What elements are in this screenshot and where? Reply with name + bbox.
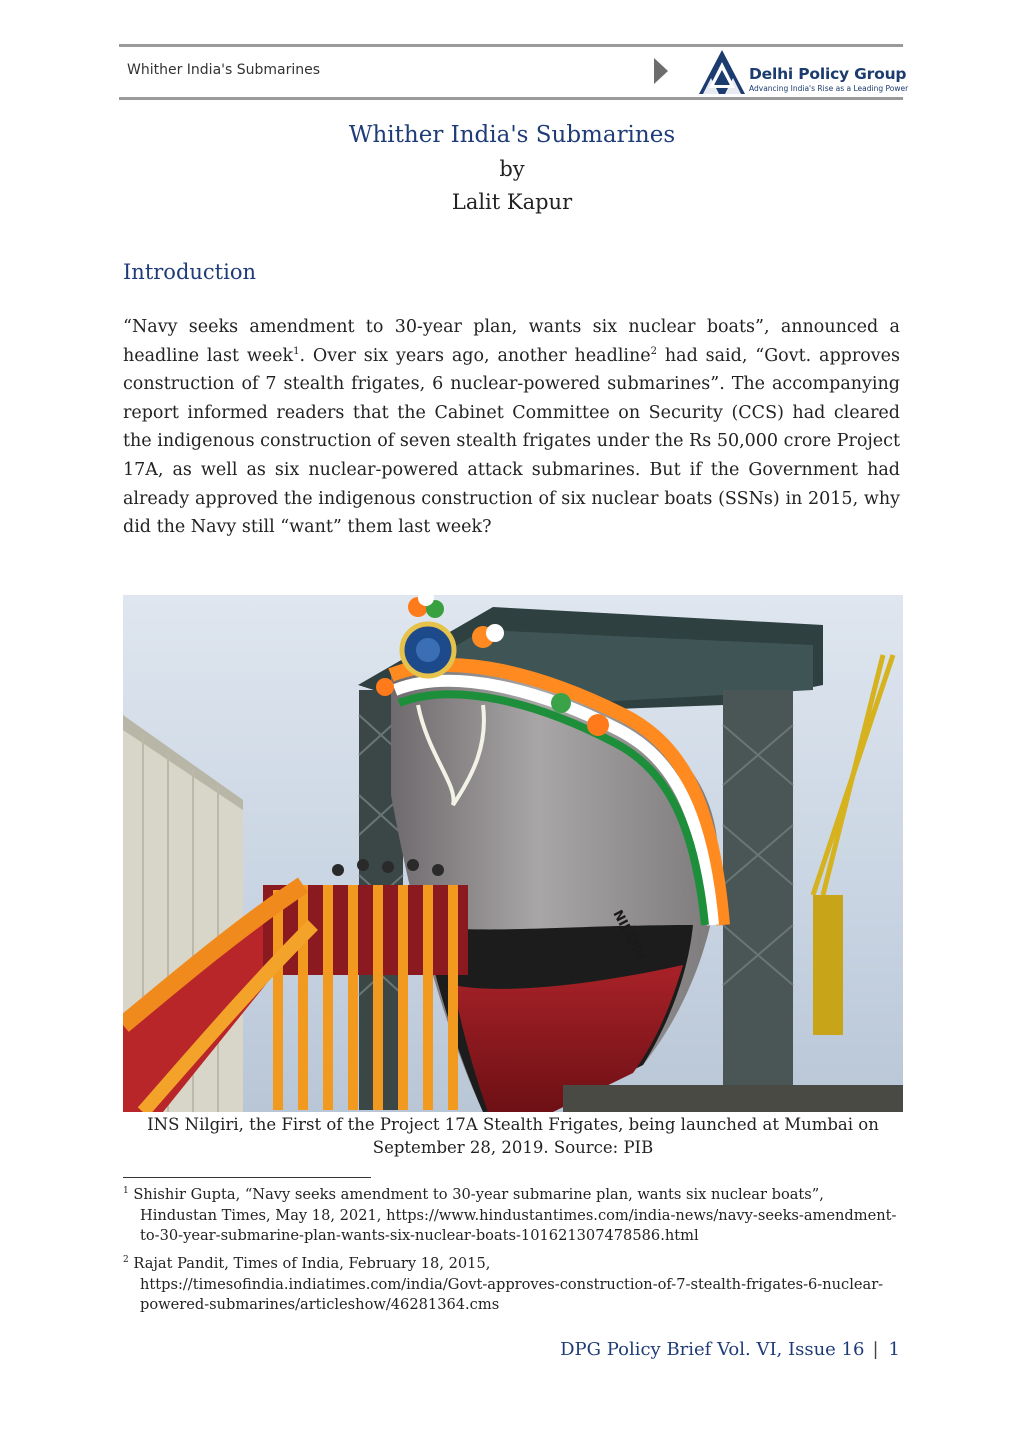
dpg-logo	[697, 48, 909, 96]
logo-name: Delhi Policy Group	[749, 65, 907, 83]
page-footer	[560, 1339, 900, 1360]
footnote-text: Rajat Pandit, Times of India, February 18, 2015,	[128, 1255, 491, 1272]
logo-tagline: Advancing India's Rise as a Leading Power	[749, 84, 909, 93]
byline-by: by	[499, 157, 525, 181]
footnote-1	[123, 1185, 903, 1247]
footnote-ref-1[interactable]: 1	[293, 345, 300, 357]
ship-launch-photo	[123, 595, 903, 1112]
author-name: Lalit Kapur	[451, 190, 573, 214]
section-heading: Introduction	[123, 260, 256, 284]
footnote-ref-2[interactable]: 2	[650, 345, 658, 357]
footnote-number: 2	[123, 1255, 129, 1266]
paragraph-text: “Navy seeks amendment to 30-year plan, wants six nuclear boats”, announced a headline last week	[123, 317, 900, 366]
header-top-rule	[119, 44, 903, 47]
running-header-title: Whither India's Submarines	[127, 62, 321, 78]
footnote-number: 1	[123, 1186, 129, 1197]
footer-separator: |	[872, 1339, 879, 1360]
dpg-logo-mark-icon	[697, 48, 747, 96]
footnote-link-text[interactable]: Hindustan Times, May 18, 2021, https://www.hindustantimes.com/india-news/navy-seeks-amendment-to-30-year-submarine-plan-wants-six-nuclear-boats-101621307478586.html	[140, 1206, 897, 1244]
page-number: 1	[888, 1339, 900, 1360]
intro-paragraph	[123, 313, 900, 542]
header-bottom-rule	[119, 97, 903, 100]
footnote-link-text[interactable]: https://timesofindia.indiatimes.com/india/Govt-approves-construction-of-7-stealth-frigates-6-nuclear-powered-submarines/articleshow/46281364.cms	[140, 1275, 884, 1313]
hull-name-marking: NILGIRI	[609, 907, 649, 963]
document-title: Whither India's Submarines	[348, 122, 676, 148]
publication-label: DPG Policy Brief Vol. VI, Issue 16	[560, 1339, 865, 1360]
footnote-text: Shishir Gupta, “Navy seeks amendment to 30-year submarine plan, wants six nuclear boats”,	[128, 1186, 824, 1203]
paragraph-text: had said, “Govt. approves construction of 7 stealth frigates, 6 nuclear-powered submarines”. The accompanying report informed readers that the Cabinet Committee on Security (CCS) had cleared the indigenous construction of seven stealth frigates under the Rs 50,000 crore Project 17A, as well as six nuclear-powered attack submarines. But if the Government had already approved the indigenous construction of six nuclear boats (SSNs) in 2015, why did the Navy still “want” them last week?	[123, 345, 901, 538]
paragraph-text: . Over six years ago, another headline	[299, 345, 651, 366]
ship-launch-illustration	[123, 595, 903, 1112]
play-arrow-icon	[654, 58, 668, 84]
footnote-separator	[123, 1177, 371, 1178]
footnote-2	[123, 1254, 903, 1316]
figure-caption: INS Nilgiri, the First of the Project 17A Stealth Frigates, being launched at Mumbai on September 28, 2019. Source: PIB	[147, 1115, 879, 1157]
